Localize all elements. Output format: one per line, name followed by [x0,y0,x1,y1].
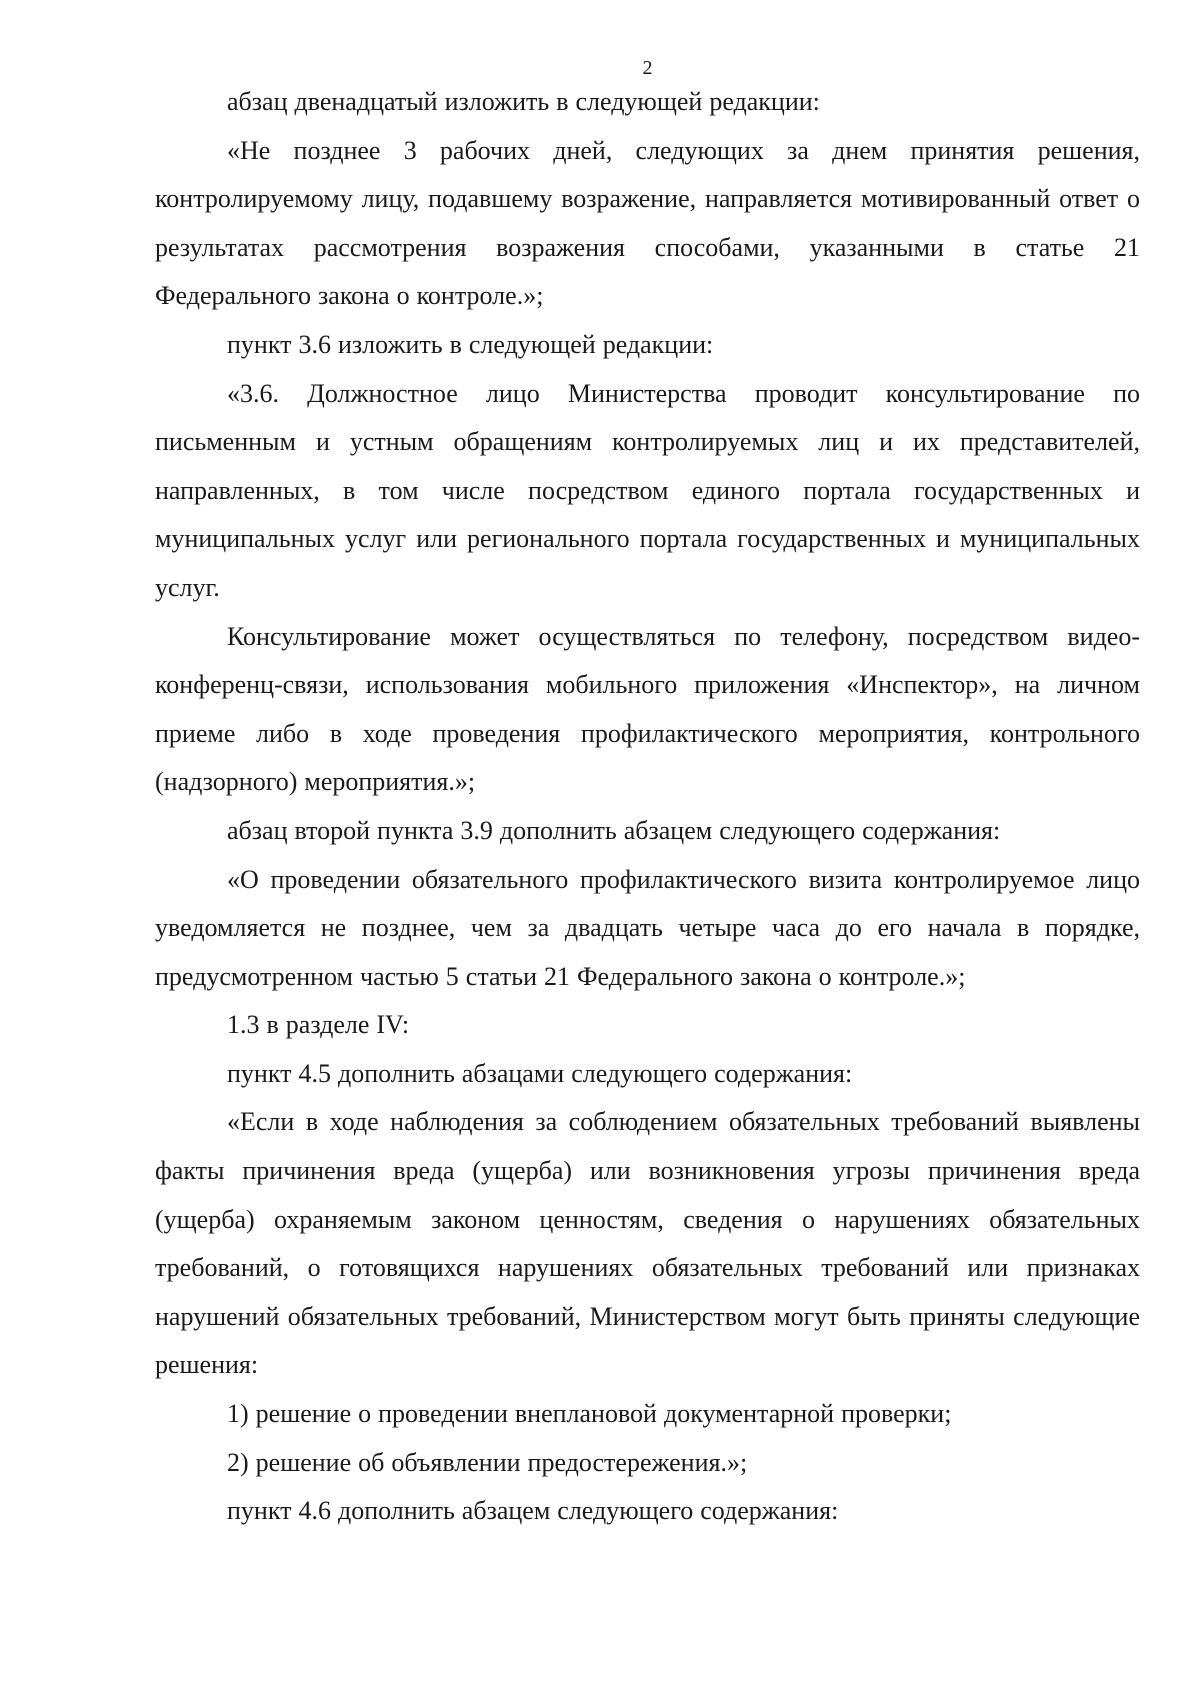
paragraph-11: 1) решение о проведении внеплановой документарной проверки; [227,1399,952,1429]
paragraph-6: абзац второй пункта 3.9 дополнить абзацем следующего содержания: [227,815,1001,845]
paragraph-10: «Если в ходе наблюдения за соблюдением обязательных требований выявлены факты причинения вреда (ущерба) или возникновения угрозы причинения вреда (ущерба) охраняемым законом ценностям, сведения о нарушениях обязательных требований, о готовящихся нарушениях обязательных требований или признаках нарушений обязательных требований, Министерством могут быть приняты следующие решения: [155,1107,1140,1380]
paragraph-8: 1.3 в разделе IV: [227,1010,410,1040]
paragraph-13: пункт 4.6 дополнить абзацем следующего содержания: [227,1496,839,1526]
paragraph-1: абзац двенадцатый изложить в следующей редакции: [227,87,820,116]
document-page [155,0,1140,1697]
paragraph-3: пункт 3.6 изложить в следующей редакции: [227,329,714,359]
paragraph-9: пункт 4.5 дополнить абзацами следующего содержания: [227,1058,853,1088]
paragraph-12: 2) решение об объявлении предостережения.»; [227,1447,748,1477]
page-number: 2 [642,57,653,79]
document-body [155,78,1140,1536]
paragraph-2: «Не позднее 3 рабочих дней, следующих за днем принятия решения, контролируемому лицу, подавшему возражение, направляется мотивированный ответ о результатах рассмотрения возражения способами, указанными в статье 21 Федерального закона о контроле.»; [155,135,1140,311]
paragraph-4: «3.6. Должностное лицо Министерства проводит консультирование по письменным и устным обращениям контролируемых лиц и их представителей, направленных, в том числе посредством единого портала государственных и муниципальных услуг или регионального портала государственных и муниципальных услуг. [155,378,1140,602]
paragraph-7: «О проведении обязательного профилактического визита контролируемое лицо уведомляется не позднее, чем за двадцать четыре часа до его начала в порядке, предусмотренном частью 5 статьи 21 Федерального закона о контроле.»; [155,864,1140,991]
paragraph-5: Консультирование может осуществляться по телефону, посредством видео-конференц-связи, использования мобильного приложения «Инспектор», на личном приеме либо в ходе проведения профилактического мероприятия, контрольного (надзорного) мероприятия.»; [155,621,1140,797]
